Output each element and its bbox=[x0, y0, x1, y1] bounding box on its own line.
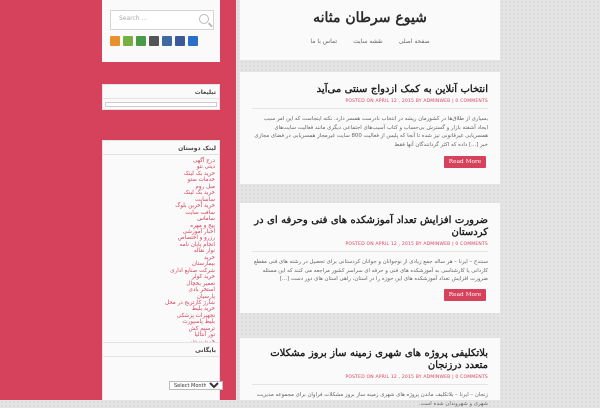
post-excerpt: زنجان – ایرنا – بلاتکلیف ماندن پروژه های شهری زمینه ساز بروز مشکلات فراوان برای مجموعه مدیریت شهری و شهروندان شده است. bbox=[256, 392, 488, 407]
nav-home[interactable]: صفحه اصلی bbox=[398, 38, 430, 45]
post-title[interactable]: انتخاب آنلاین به کمک ازدواج سنتی می‌آید bbox=[316, 84, 488, 95]
friend-link[interactable]: ساسایت bbox=[195, 196, 215, 203]
ads-widget bbox=[102, 84, 220, 110]
friend-link[interactable]: اخبار آموزشی bbox=[182, 228, 215, 235]
post-card bbox=[240, 203, 500, 313]
search-input[interactable] bbox=[110, 10, 214, 30]
site-header bbox=[240, 0, 500, 60]
friend-link[interactable]: خدمات ستو bbox=[187, 177, 215, 184]
friend-link[interactable]: شرکت صنایع اداری bbox=[170, 267, 215, 274]
friend-links-list bbox=[103, 155, 219, 345]
friend-link[interactable]: رزرو و اختصاص bbox=[177, 235, 215, 242]
friend-link[interactable]: خرید بک لینک bbox=[183, 170, 215, 177]
myspace-icon[interactable] bbox=[162, 36, 172, 46]
friend-link[interactable]: شارژ کارتریج در محل bbox=[164, 299, 215, 306]
ad-slot[interactable] bbox=[105, 102, 217, 107]
post-card bbox=[240, 72, 500, 184]
friend-links-title: لینک دوستان bbox=[103, 141, 219, 155]
stumbleupon-icon[interactable] bbox=[136, 36, 146, 46]
archive-widget bbox=[102, 342, 220, 400]
read-more-button[interactable]: Read More bbox=[444, 156, 486, 168]
search-icon[interactable] bbox=[199, 14, 209, 24]
friend-link[interactable]: انجام پایان نامه bbox=[179, 241, 215, 248]
nav-contact[interactable]: تماس با ما bbox=[310, 38, 338, 45]
friend-link[interactable]: ترسیم کش bbox=[188, 325, 215, 332]
friend-link[interactable]: درج آگهی bbox=[192, 158, 215, 164]
friend-link[interactable]: بیمارستان bbox=[191, 261, 215, 268]
friend-link[interactable]: خرید کولر bbox=[191, 274, 215, 281]
delicious-icon[interactable] bbox=[188, 36, 198, 46]
friend-link[interactable]: خرید آخرین بلوگ bbox=[175, 203, 215, 210]
post-meta: POSTED ON APRIL 12 , 2015 BY ADMINWEB | 0 COMMENTS bbox=[345, 99, 488, 104]
nav-sitemap[interactable]: نقشه سایت bbox=[353, 38, 383, 45]
post-meta: POSTED ON APRIL 12 , 2015 BY ADMINWEB | 0 COMMENTS bbox=[345, 375, 488, 380]
read-more-button[interactable]: Read More bbox=[444, 289, 486, 301]
friend-link[interactable]: دیتی نتو bbox=[196, 164, 215, 171]
technorati-icon[interactable] bbox=[123, 36, 133, 46]
social-icons bbox=[110, 36, 198, 46]
facebook-icon[interactable] bbox=[175, 36, 185, 46]
friend-link[interactable]: بلیط پاسپورت bbox=[182, 319, 215, 326]
archive-title: بایگانی bbox=[103, 343, 219, 357]
post-meta: POSTED ON APRIL 12 , 2015 BY ADMINWEB | 0 COMMENTS bbox=[345, 242, 488, 247]
friend-link[interactable]: خرید بلیط bbox=[191, 306, 215, 313]
friend-link[interactable]: ساماس bbox=[197, 216, 215, 223]
friend-link[interactable]: نوار نقاله bbox=[193, 248, 215, 255]
post-title[interactable]: ضرورت افزایش تعداد آموزشکده های فنی وحرفه ای در کردستان bbox=[254, 215, 488, 238]
post-card bbox=[240, 338, 500, 407]
friend-link[interactable]: مبل روم bbox=[195, 183, 215, 190]
main-nav bbox=[240, 38, 500, 45]
post-title[interactable]: بلاتکلیفی پروژه های شهری زمینه ساز بروز مشکلات متعدد درزنجان bbox=[270, 348, 488, 371]
friend-link[interactable]: پارسیان bbox=[196, 293, 215, 300]
post-excerpt: بسیاری از طلاق‌ها در کشورمان ریشه در انتخاب نادرست همسر دارد. نکته اینجاست که این امر سبب ایجاد آشفته بازار و گسترش بی‌حساب و کتاب آسیب‌های اجتماعی دیگری مانند فعالیت سایت‌های همسریابی غیرقانونی نیز شده تا آنجا که پلیس از فعالیت 800 سایت غیرمجاز همسریابی در فضای مجازی خبر [...] داده که اکثر گردانندگان آنها فقط bbox=[254, 116, 488, 148]
friend-link[interactable]: استخر بادی bbox=[188, 287, 215, 294]
friend-link[interactable]: سافت سایت bbox=[185, 209, 215, 216]
friend-link[interactable]: خرید بک لینک bbox=[183, 190, 215, 197]
friend-link[interactable]: تجهیزات پزشکی bbox=[176, 312, 215, 319]
friend-link[interactable]: خرید bbox=[203, 254, 215, 261]
post-excerpt: سنندج – ایرنا – هر ساله جمع زیادی از نوجوانان و جوانان کردستانی برای تحصیل در رشته های فنی مقطع کاردانی یا کارشناسی به آموزشکده های فنی و حرفه ای سراسر کشور مراجعه می کنند که این مسئله ضرورت افزایش تعداد آموزشکده های این حوزه را در استان، راهی استان های دور دست [...] bbox=[254, 259, 488, 283]
search-placeholder: Search ... bbox=[119, 15, 148, 22]
search-widget bbox=[102, 0, 220, 62]
archive-month-select[interactable] bbox=[169, 381, 223, 390]
friend-link[interactable]: تعمیر یخچال bbox=[186, 280, 215, 287]
ads-widget-title: تبلیغات bbox=[103, 85, 219, 99]
rss-icon[interactable] bbox=[110, 36, 120, 46]
digg-icon[interactable] bbox=[149, 36, 159, 46]
friend-link[interactable]: پیج و مهره bbox=[190, 222, 215, 229]
site-title[interactable]: شیوع سرطان مثانه bbox=[313, 10, 427, 26]
friend-link[interactable]: تور آنتالیا bbox=[194, 332, 215, 339]
